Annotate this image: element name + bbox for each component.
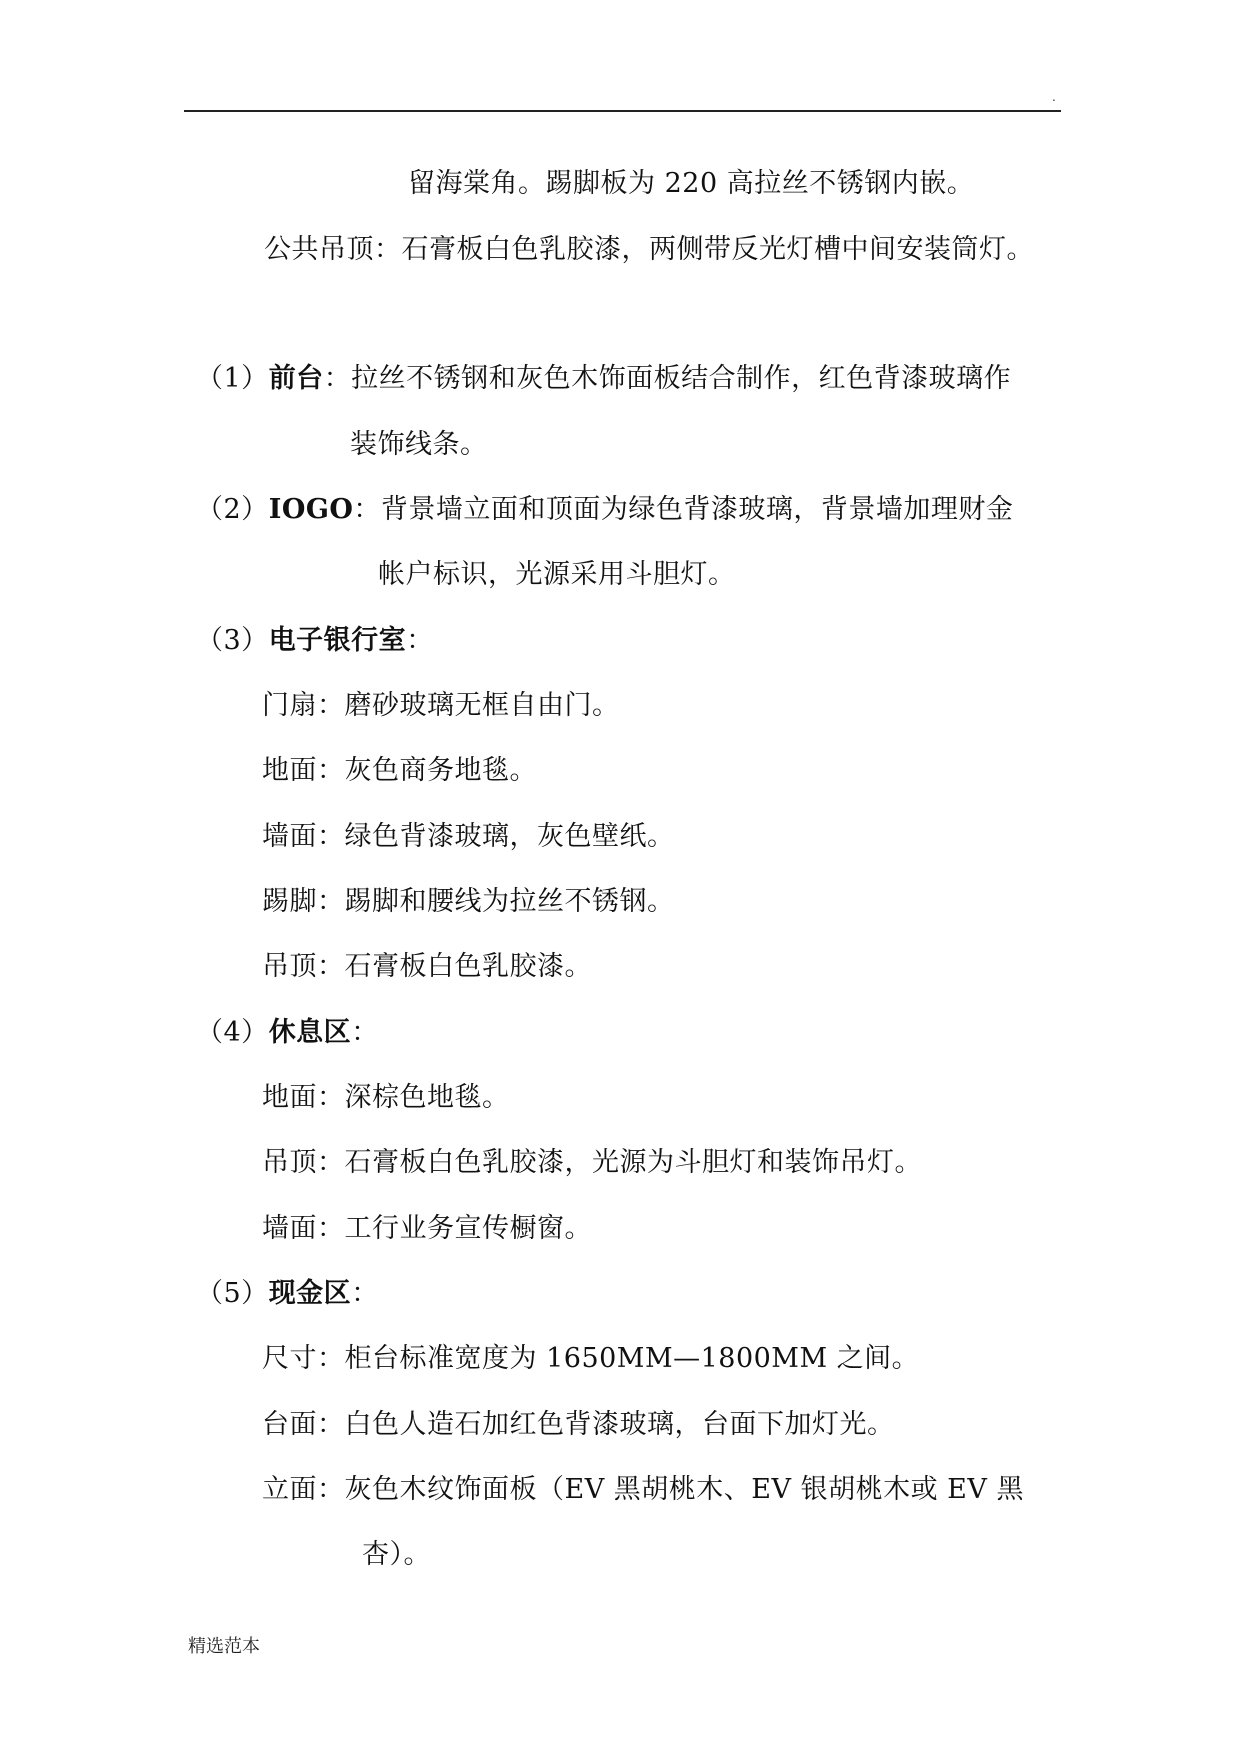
footer-text: 精选范本	[188, 1636, 260, 1657]
list-item: 立面：灰色木纹饰面板（EV 黑胡桃木、EV 银胡桃木或 EV 黑	[262, 1474, 1024, 1505]
list-item: 台面：白色人造石加红色背漆玻璃，台面下加灯光。	[262, 1409, 895, 1440]
paragraph-line: 留海棠角。踢脚板为 220 高拉丝不锈钢内嵌。	[408, 168, 975, 199]
section-5-continuation: 杏）。	[362, 1539, 431, 1570]
list-item: 地面：深棕色地毯。	[262, 1082, 510, 1113]
section-3-line	[196, 623, 434, 659]
section-2-line	[196, 492, 1013, 528]
list-item: 踢脚：踢脚和腰线为拉丝不锈钢。	[262, 886, 675, 917]
section-heading: 现金区	[268, 1278, 352, 1309]
list-item: 吊顶：石膏板白色乳胶漆。	[262, 951, 592, 982]
header-mark: .	[1052, 90, 1056, 104]
section-text: ：	[406, 625, 434, 656]
section-text: ：	[351, 1278, 379, 1309]
section-number: （1）	[196, 363, 269, 394]
header-rule	[184, 110, 1061, 112]
section-4-line	[196, 1015, 379, 1051]
section-1-continuation: 装饰线条。	[350, 429, 488, 460]
paragraph-line: 公共吊顶：石膏板白色乳胶漆，两侧带反光灯槽中间安装筒灯。	[264, 234, 1034, 265]
section-text: ：拉丝不锈钢和灰色木饰面板结合制作，红色背漆玻璃作	[323, 363, 1012, 394]
list-item: 墙面：绿色背漆玻璃，灰色壁纸。	[262, 821, 675, 852]
list-item: 墙面：工行业务宣传橱窗。	[262, 1213, 592, 1244]
list-item: 门扇：磨砂玻璃无框自由门。	[262, 690, 620, 721]
section-number: （4）	[196, 1017, 269, 1048]
section-heading: 休息区	[268, 1017, 352, 1048]
section-1-line	[196, 361, 1011, 397]
list-item: 吊顶：石膏板白色乳胶漆，光源为斗胆灯和装饰吊灯。	[262, 1147, 922, 1178]
section-heading: IOGO	[268, 494, 354, 525]
section-heading: 电子银行室	[268, 625, 407, 656]
section-text: ：背景墙立面和顶面为绿色背漆玻璃，背景墙加理财金	[353, 494, 1014, 525]
list-item: 地面：灰色商务地毯。	[262, 755, 537, 786]
section-heading: 前台	[268, 363, 324, 394]
list-item: 尺寸：柜台标准宽度为 1650MM—1800MM 之间。	[262, 1343, 920, 1374]
section-5-line	[196, 1276, 379, 1312]
section-number: （3）	[196, 625, 269, 656]
section-number: （2）	[196, 494, 269, 525]
section-number: （5）	[196, 1278, 269, 1309]
section-2-continuation: 帐户标识，光源采用斗胆灯。	[378, 559, 736, 590]
section-text: ：	[351, 1017, 379, 1048]
